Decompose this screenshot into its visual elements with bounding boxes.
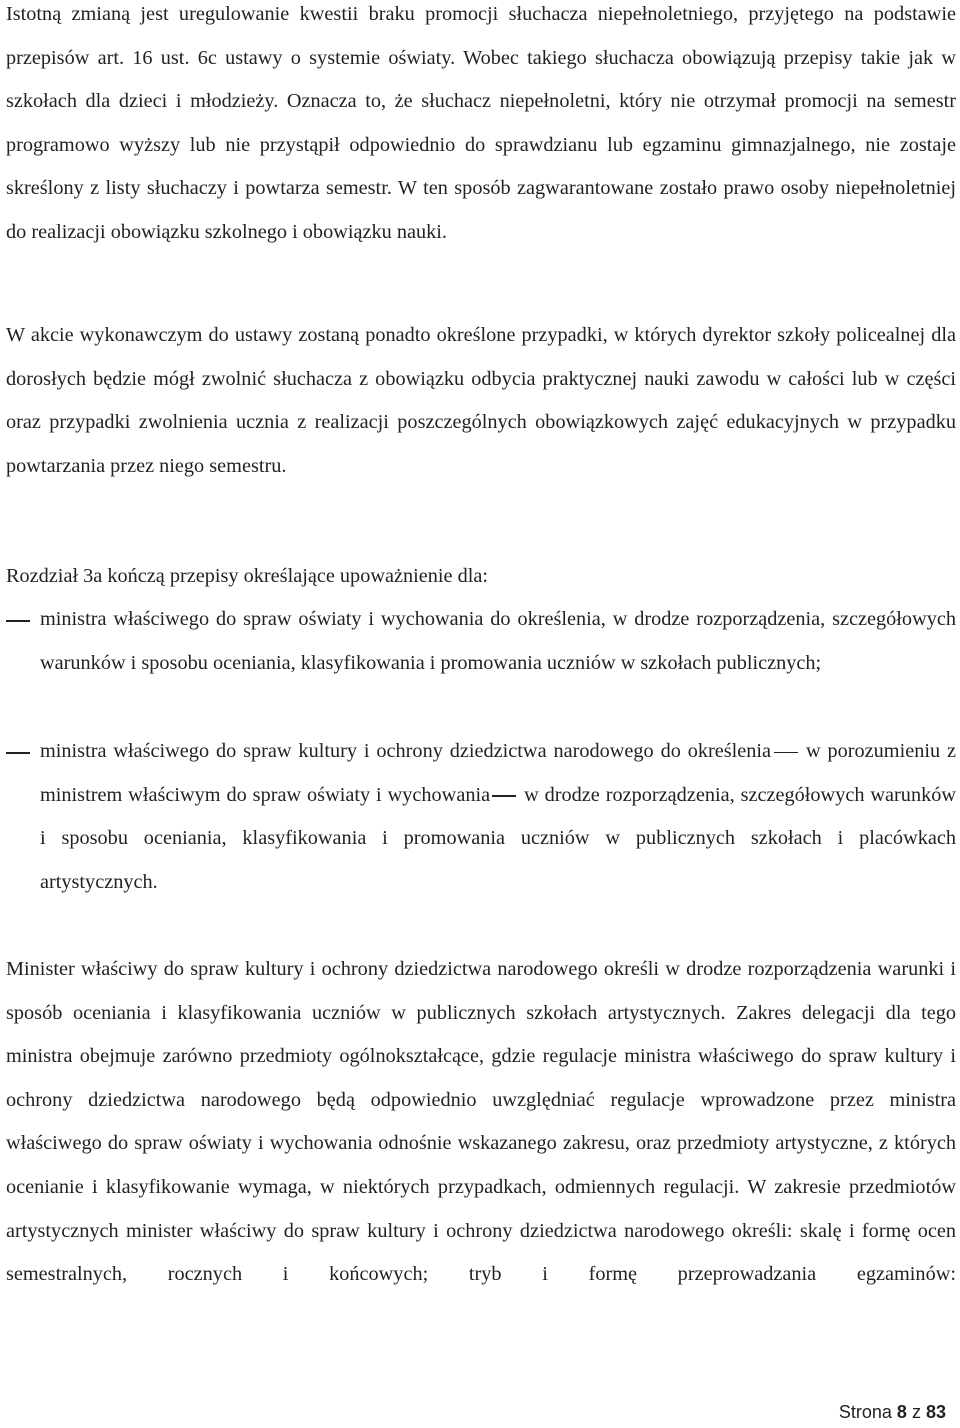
- list-item-text-part: w drodze rozporządzenia, szczegółowych warunków i sposobu oceniania, klasyfikowania i promowania uczniów w publicznych szkołach i placówkach artystycznych.: [40, 783, 957, 893]
- inline-dash-icon: [774, 752, 798, 754]
- paragraph-chapter-3a: Rozdział 3a kończą przepisy określające upoważnienie dla:: [6, 565, 489, 587]
- list-item-text: [40, 730, 956, 904]
- page-label: Strona: [838, 1402, 892, 1422]
- page-number: [839, 1402, 946, 1423]
- list-item: [6, 730, 956, 904]
- paragraph-executive-act: W akcie wykonawczym do ustawy zostaną ponadto określone przypadki, w których dyrektor szkoły policealnej dla dorosłych będzie mógł zwolnić słuchacza z obowiązku odbycia praktycznej nauki zawodu w całości lub w części oraz przypadki zwolnienia ucznia z realizacji poszczególnych obowiązkowych zajęć edukacyjnych w przypadku powtarzania przez niego semestru.: [6, 324, 956, 477]
- list-item-text-part: ministra właściwego do spraw kultury i ochrony dziedzictwa narodowego do określenia: [40, 740, 772, 762]
- total-pages: 83: [925, 1402, 946, 1422]
- list-item-text: ministra właściwego do spraw oświaty i wychowania do określenia, w drodze rozporządzenia, szczegółowych warunków i sposobu oceniania, klasyfikowania i promowania uczniów w szkołach publicznych;: [40, 608, 956, 674]
- current-page: 8: [896, 1402, 907, 1422]
- paragraph-culture-minister: Minister właściwy do spraw kultury i ochrony dziedzictwa narodowego określi w drodze rozporządzenia warunki i sposób oceniania i klasyfikowania uczniów w publicznych szkołach artystycznych. Zakres delegacji dla tego ministra obejmuje zarówno przedmioty ogólnokształcące, gdzie regulacje ministra właściwego do spraw kultury i ochrony dziedzictwa narodowego będą odpowiednio uwzględniać regulacje wprowadzone przez ministra właściwego do spraw oświaty i wychowania odnośnie wskazanego zakresu, oraz przedmioty artystyczne, z których ocenianie i klasyfikowanie wymaga, w niektórych przypadkach, odmiennych regulacji. W zakresie przedmiotów artystycznych minister właściwy do spraw kultury i ochrony dziedzictwa narodowego określi: skalę i formę ocen semestralnych, rocznych i końcowych; tryb i formę przeprowadzania egzaminów:: [6, 958, 956, 1286]
- paragraph-promotion: Istotną zmianą jest uregulowanie kwestii braku promocji słuchacza niepełnoletniego, przyjętego na podstawie przepisów art. 16 ust. 6c ustawy o systemie oświaty. Wobec takiego słuchacza obowiązują przepisy takie jak w szkołach dla dzieci i młodzieży. Oznacza to, że słuchacz niepełnoletni, który nie otrzymał promocji na semestr programowo wyższy lub nie przystąpił odpowiednio do sprawdzianu lub egzaminu gimnazjalnego, nie zostaje skreślony z listy słuchaczy i powtarza semestr. W ten sposób zagwarantowane zostało prawo osoby niepełnoletniej do realizacji obowiązku szkolnego i obowiązku nauki.: [6, 3, 956, 243]
- page-of: z: [911, 1402, 921, 1422]
- list-item-text-part: w porozumieniu z ministrem właściwym do spraw oświaty i wychowania: [40, 740, 956, 806]
- inline-dash-icon: [492, 795, 516, 797]
- list-item: [6, 598, 956, 685]
